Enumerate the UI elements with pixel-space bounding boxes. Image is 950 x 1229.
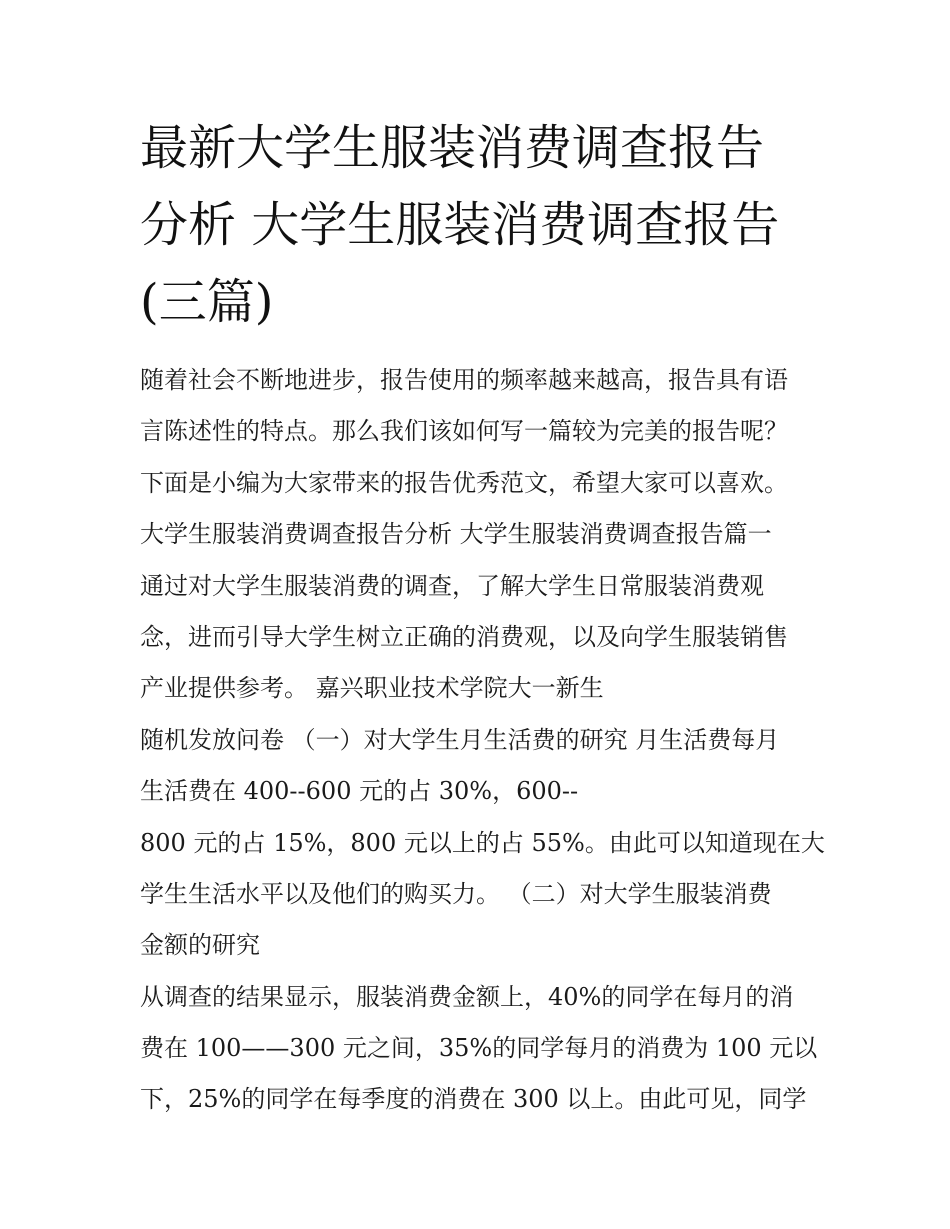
body-line: 产业提供参考。 嘉兴职业技术学院大一新生 xyxy=(140,674,604,703)
title-line: 分析 大学生服装消费调查报告 xyxy=(140,197,780,253)
body-line: 从调查的结果显示，服装消费金额上，40%的同学在每月的消 xyxy=(140,982,794,1011)
body-line: 费在 100——300 元之间，35%的同学每月的消费为 100 元以 xyxy=(140,1034,818,1063)
body-line: 大学生服装消费调查报告分析 大学生服装消费调查报告篇一 xyxy=(140,520,772,549)
body-line: 随机发放问卷 （一）对大学生月生活费的研究 月生活费每月 xyxy=(140,725,780,754)
document-title xyxy=(140,110,830,341)
body-line: 随着社会不断地进步，报告使用的频率越来越高，报告具有语 xyxy=(140,366,788,394)
title-line: (三篇) xyxy=(140,274,274,330)
body-line: 念，进而引导大学生树立正确的消费观，以及向学生服装销售 xyxy=(140,622,788,651)
body-line: 学生生活水平以及他们的购买力。 （二）对大学生服装消费 xyxy=(140,879,772,908)
body-line: 生活费在 400--600 元的占 30%，600-- xyxy=(140,777,579,806)
body-line: 800 元的占 15%，800 元以上的占 55%。由此可以知道现在大 xyxy=(140,828,825,857)
body-line: 下面是小编为大家带来的报告优秀范文，希望大家可以喜欢。 xyxy=(140,468,788,497)
document-body xyxy=(140,355,830,1126)
body-line: 言陈述性的特点。那么我们该如何写一篇较为完美的报告呢？ xyxy=(140,417,788,446)
body-line: 下，25%的同学在每季度的消费在 300 以上。由此可见，同学 xyxy=(140,1085,807,1114)
body-line: 通过对大学生服装消费的调查，了解大学生日常服装消费观 xyxy=(140,571,764,600)
body-line: 金额的研究 xyxy=(140,931,260,960)
title-line: 最新大学生服装消费调查报告 xyxy=(140,120,765,176)
